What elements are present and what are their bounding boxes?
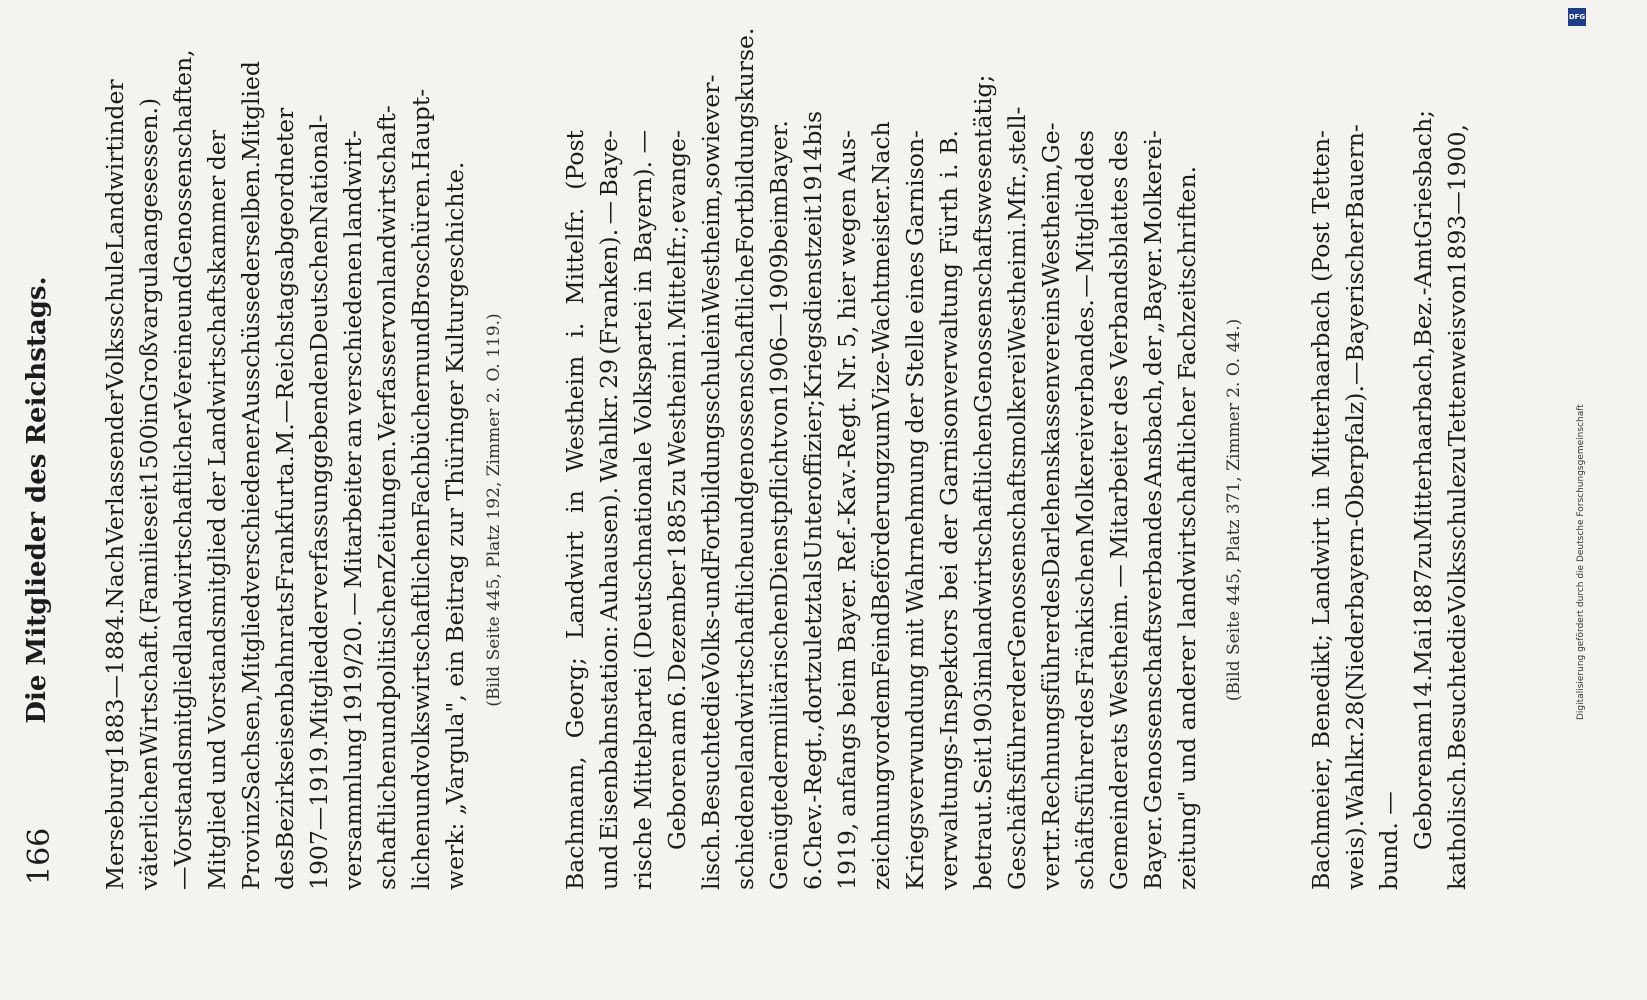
text-line: schäftsführer des Fränkischen Molkereiverbandes. — Mitglied des xyxy=(1071,130,1099,890)
text-line: werk: „Vargula", ein Beitrag zur Thüringer Kulturgeschichte. xyxy=(441,161,469,890)
text-line: rische Mittelpartei (Deutschnationale Volkspartei in Bayern). — xyxy=(629,129,657,890)
text-line: Merseburg 1883—1884. Nach Verlassen der Volksschule Landwirt in der xyxy=(101,79,129,890)
running-title: Die Mitglieder des Reichstags. xyxy=(22,276,52,724)
text-line: — Vorstandsmitglied landwirtschaftlicher Vereine und Genossenschaften, xyxy=(169,49,197,890)
text-line: des Bezirkseisenbahnrats Frankfurt a. M. — Reichstagsabgeordneter xyxy=(271,107,299,890)
text-line: schiedene landwirtschaftliche und genossenschaftliche Fortbildungskurse. xyxy=(731,27,759,890)
page-number: 166 xyxy=(22,827,57,885)
text-line: und Eisenbahnstation: Auhausen). Wahlkr. 29 (Franken). — Baye- xyxy=(595,130,623,890)
text-line: Geboren am 14. Mai 1887 zu Mitterhaarbach, Bez.-Amt Griesbach; xyxy=(1409,109,1437,850)
funder-statement: Digitalisierung gefördert durch die Deutsche Forschungsgemeinschaft xyxy=(1576,404,1586,720)
text-line: zeichnung vor dem Feind Beförderung zum Vize-Wachtmeister. Nach xyxy=(867,121,895,890)
text-line: schaftlichen und politischen Zeitungen. Verfasser von landwirtschaft- xyxy=(373,105,401,890)
text-line: Gemeinderats Westheim. — Mitarbeiter des Verbandsblattes des xyxy=(1105,130,1133,890)
digitization-note xyxy=(1518,0,1647,1000)
text-line: väterlichen Wirtschaft. (Familie seit 1500 in Großvargula angesessen.) xyxy=(135,97,163,890)
text-line: Geboren am 6. Dezember 1885 zu Westheim i. Mittelfr.; evange- xyxy=(663,130,691,850)
page-header xyxy=(18,0,68,1000)
dfg-logo: DFG xyxy=(1568,8,1586,26)
text-line: Provinz Sachsen, Mitglied verschiedener Ausschüsse derselben. Mitglied xyxy=(237,61,265,890)
text-line: vertr. Rechnungsführer des Darlehenskassenvereins Westheim, Ge- xyxy=(1037,122,1065,890)
text-line: zeitung" und anderer landwirtschaftlicher Fachzeitschriften. xyxy=(1173,165,1201,890)
image-reference-caption: (Bild Seite 445, Platz 371, Zimmer 2. O. 44.) xyxy=(1224,318,1244,702)
text-line: versammlung 1919/20. — Mitarbeiter an verschiedenen landwirt- xyxy=(339,130,367,890)
text-line: 1919, anfangs beim Bayer. Ref.-Kav.-Regt. Nr. 5, hier wegen Aus- xyxy=(833,130,861,890)
text-line: katholisch. Besuchte die Volksschule zu Tettenweis von 1893—1900, xyxy=(1443,123,1471,890)
text-line: Kriegsverwundung mit Wahrnehmung der Stelle eines Garnison- xyxy=(901,130,929,890)
text-line: Genügte der militärischen Dienstpflicht von 1906—1909 beim Bayer. xyxy=(765,120,793,890)
text-line: bund. — xyxy=(1375,791,1403,890)
text-line: verwaltungs-Inspektors bei der Garnisonverwaltung Fürth i. B. xyxy=(935,130,963,890)
text-line: lichen und volkswirtschaftlichen Fachbüchern und Broschüren. Haupt- xyxy=(407,88,435,890)
text-line: Bayer. Genossenschaftsverbandes Ansbach, der „Bayer. Molkerei- xyxy=(1139,130,1167,890)
text-line: Geschäftsführer der Genossenschaftsmolkerei Westheim i. Mfr., stell- xyxy=(1003,106,1031,890)
text-line: 6. Chev.-Regt., dort zuletzt als Unteroffizier; Kriegsdienstzeit 1914 bis xyxy=(799,110,827,890)
text-line: Bachmeier, Benedikt; Landwirt in Mitterhaarbach (Post Tetten- xyxy=(1307,130,1335,890)
text-line: 1907—1919. Mitglied der verfassunggebenden Deutschen National- xyxy=(305,114,333,890)
text-line: betraut. Seit 1903 im landwirtschaftlichen Genossenschaftswesen tätig; xyxy=(969,74,997,890)
text-line: weis). Wahlkr. 28 (Niederbayern-Oberpfalz). — Bayerischer Bauern- xyxy=(1341,124,1369,890)
text-line: Bachmann, Georg; Landwirt in Westheim i. Mittelfr. (Post xyxy=(561,130,589,890)
text-line: Mitglied und Vorstandsmitglied der Landwirtschaftskammer der xyxy=(203,130,231,890)
image-reference-caption: (Bild Seite 445, Platz 192, Zimmer 2. O. 119.) xyxy=(484,313,504,707)
text-line: lisch. Besuchte die Volks- und Fortbildungsschule in Westheim, sowie ver- xyxy=(697,74,725,890)
